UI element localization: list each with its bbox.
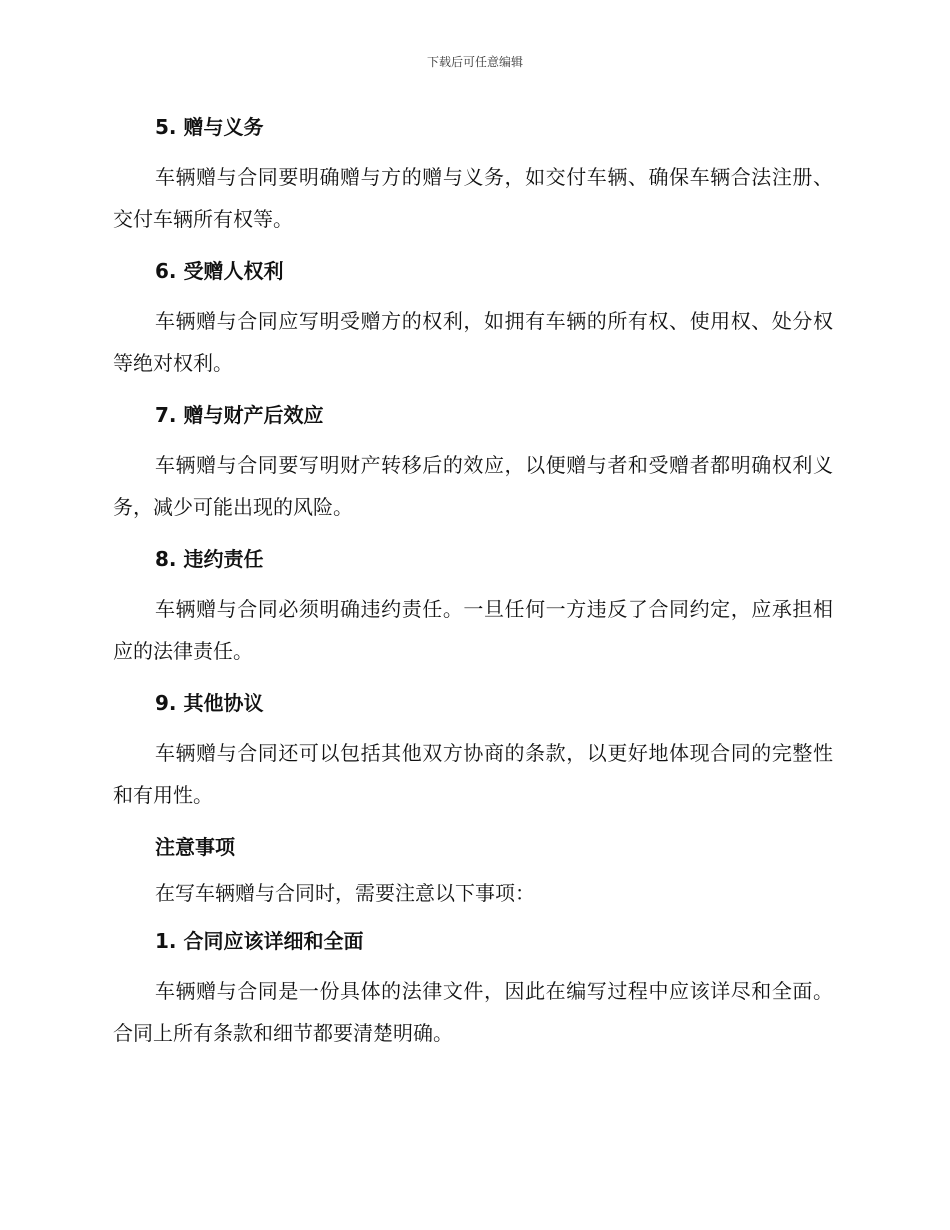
section-paragraph: 车辆赠与合同要写明财产转移后的效应，以便赠与者和受赠者都明确权利义务，减少可能出现的风险。 <box>113 453 833 519</box>
section-5 <box>113 110 833 240</box>
section-9 <box>113 686 833 816</box>
section-heading: 7. 赠与财产后效应 <box>155 403 324 427</box>
section-heading: 6. 受赠人权利 <box>155 259 284 283</box>
notes-item-1 <box>113 924 833 1054</box>
section-heading: 9. 其他协议 <box>155 691 264 715</box>
notes-item-heading: 1. 合同应该详细和全面 <box>155 929 364 953</box>
section-8 <box>113 542 833 672</box>
section-paragraph: 车辆赠与合同要明确赠与方的赠与义务，如交付车辆、确保车辆合法注册、交付车辆所有权等。 <box>113 165 833 231</box>
section-paragraph: 车辆赠与合同必须明确违约责任。一旦任何一方违反了合同约定，应承担相应的法律责任。 <box>113 597 833 663</box>
notes-heading: 注意事项 <box>155 835 235 859</box>
notes-intro: 在写车辆赠与合同时，需要注意以下事项： <box>155 881 535 905</box>
section-heading: 5. 赠与义务 <box>155 115 264 139</box>
document-body <box>113 110 833 1068</box>
section-paragraph: 车辆赠与合同应写明受赠方的权利，如拥有车辆的所有权、使用权、处分权等绝对权利。 <box>113 309 833 375</box>
section-7 <box>113 398 833 528</box>
page-header: 下载后可任意编辑 <box>426 55 523 69</box>
notes-section <box>113 830 833 1054</box>
section-heading: 8. 违约责任 <box>155 547 264 571</box>
section-paragraph: 车辆赠与合同还可以包括其他双方协商的条款，以更好地体现合同的完整性和有用性。 <box>113 741 833 807</box>
notes-item-paragraph: 车辆赠与合同是一份具体的法律文件，因此在编写过程中应该详尽和全面。合同上所有条款和细节都要清楚明确。 <box>113 979 833 1045</box>
section-6 <box>113 254 833 384</box>
